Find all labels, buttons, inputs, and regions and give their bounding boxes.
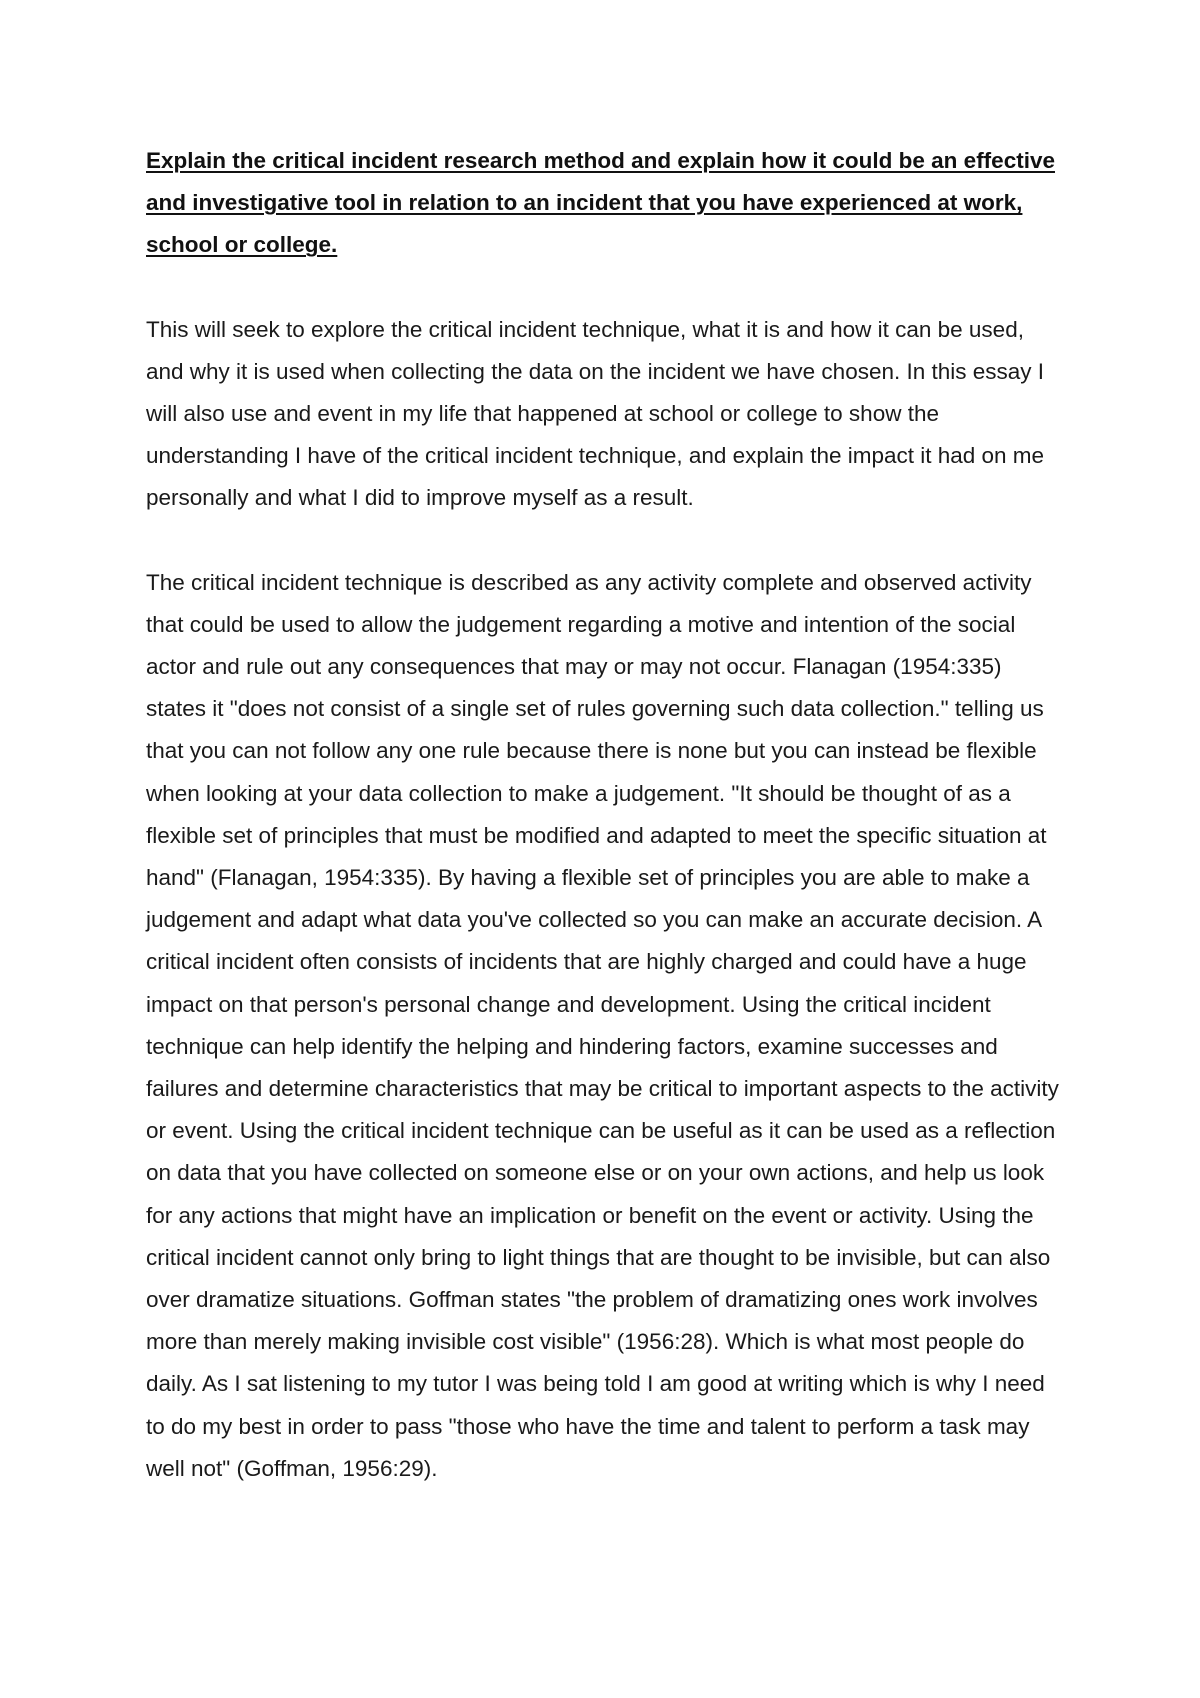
essay-title: Explain the critical incident research method and explain how it could be an effective and investigative tool in relation to an incident that you have experienced at work, school or college. [146,148,1055,258]
intro-paragraph: This will seek to explore the critical incident technique, what it is and how it can be used, and why it is used when collecting the data on the incident we have chosen. In this essay I will also use and event in my life that happened at school or college to show the understanding I have of the critical incident technique, and explain the impact it had on me personally and what I did to improve myself as a result. [146,316,1045,511]
body-paragraph: The critical incident technique is described as any activity complete and observed activity that could be used to allow the judgement regarding a motive and intention of the social actor and rule out any consequences that may or may not occur. Flanagan (1954:335) states it "does not consist of a single set of rules governing such data collection." telling us that you can not follow any one rule because there is none but you can instead be flexible when looking at your data collection to make a judgement. "It should be thought of as a flexible set of principles that must be modified and adapted to meet the specific situation at hand" (Flanagan, 1954:335). By having a flexible set of principles you are able to make a judgement and adapt what data you've collected so you can make an accurate decision. A critical incident often consists of incidents that are highly charged and could have a huge impact on that person's personal change and development. Using the critical incident technique can help identify the helping and hindering factors, examine successes and failures and determine characteristics that may be critical to important aspects to the activity or event. Using the critical incident technique can be useful as it can be used as a reflection on data that you have collected on someone else or on your own actions, and help us look for any actions that might have an implication or benefit on the event or activity. Using the critical incident cannot only bring to light things that are thought to be invisible, but can also over dramatize situations. Goffman states "the problem of dramatizing ones work involves more than merely making invisible cost visible" (1956:28). Which is what most people do daily. As I sat listening to my tutor I was being told I am good at writing which is why I need to do my best in order to pass "those who have the time and talent to perform a task may well not" (Goffman, 1956:29). [146,569,1059,1481]
document-body [146,140,1066,1532]
